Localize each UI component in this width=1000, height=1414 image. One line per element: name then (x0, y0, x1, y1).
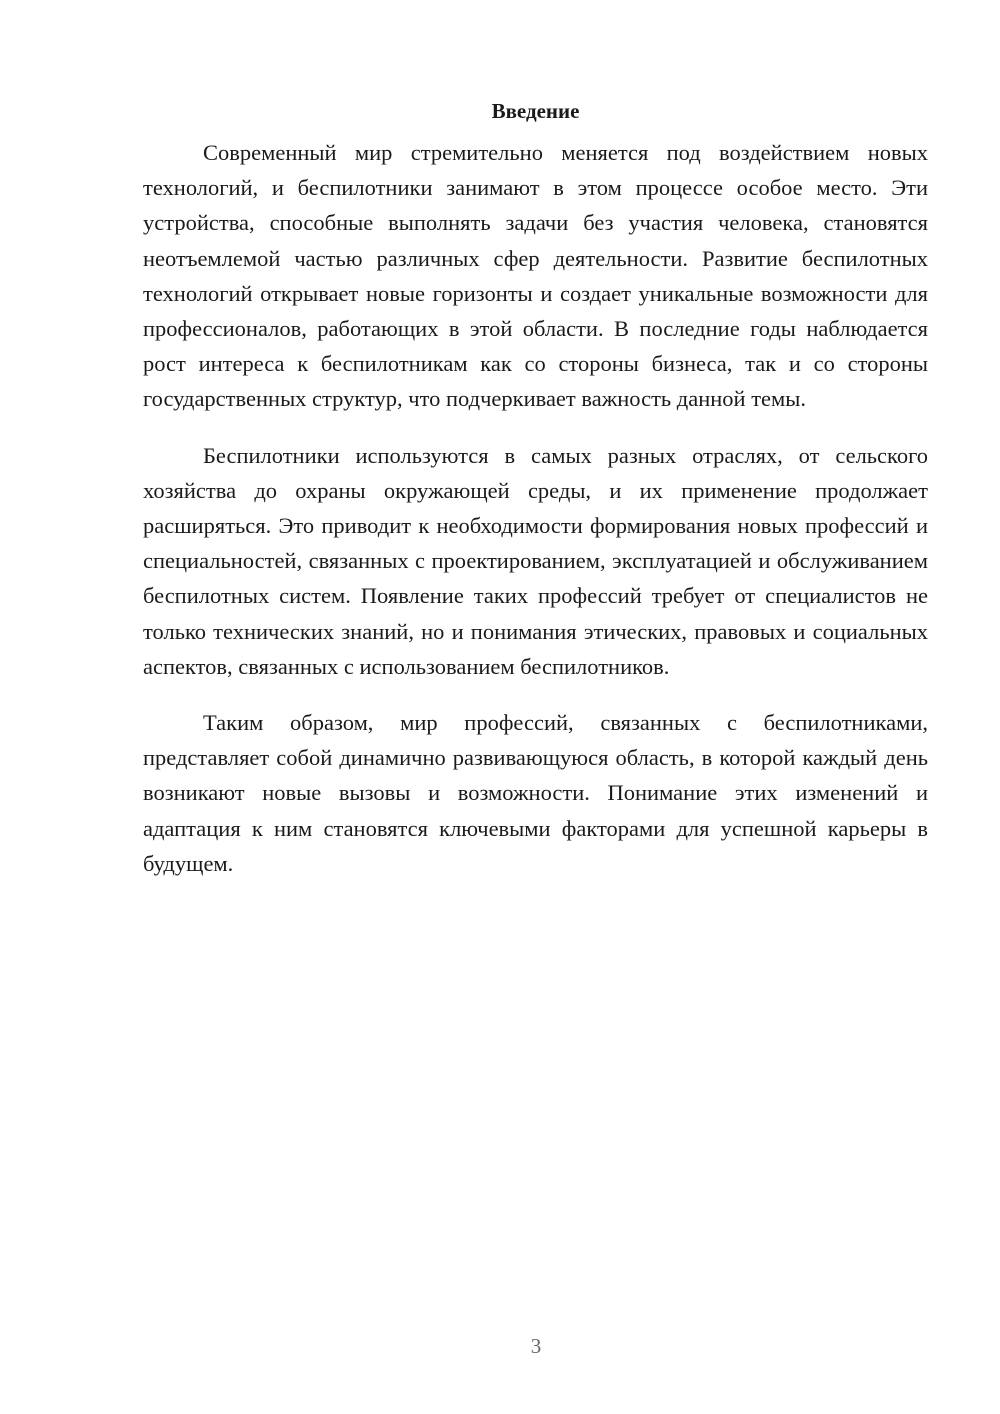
paragraph-1: Современный мир стремительно меняется под воздействием новых технологий, и беспилотники занимают в этом процессе особое место. Эти устройства, способные выполнять задачи без участия человека, становятся неотъемлемой частью различных сфер деятельности. Развитие беспилотных технологий открывает новые горизонты и создает уникальные возможности для профессионалов, работающих в этой области. В последние годы наблюдается рост интереса к беспилотникам как со стороны бизнеса, так и со стороны государственных структур, что подчеркивает важность данной темы. (143, 140, 928, 412)
paragraph-2: Беспилотники используются в самых разных отраслях, от сельского хозяйства до охраны окружающей среды, и их применение продолжает расширяться. Это приводит к необходимости формирования новых профессий и специальностей, связанных с проектированием, эксплуатацией и обслуживанием беспилотных систем. Появление таких профессий требует от специалистов не только технических знаний, но и понимания этических, правовых и социальных аспектов, связанных с использованием беспилотников. (143, 442, 928, 679)
page-number: 3 (530, 1334, 542, 1358)
page-content (143, 96, 928, 902)
paragraph-3: Таким образом, мир профессий, связанных с беспилотниками, представляет собой динамично развивающуюся область, в которой каждый день возникают новые вызовы и возможности. Понимание этих изменений и адаптация к ним становятся ключевыми факторами для успешной карьеры в будущем. (143, 710, 928, 876)
page-title: Введение (491, 99, 580, 123)
